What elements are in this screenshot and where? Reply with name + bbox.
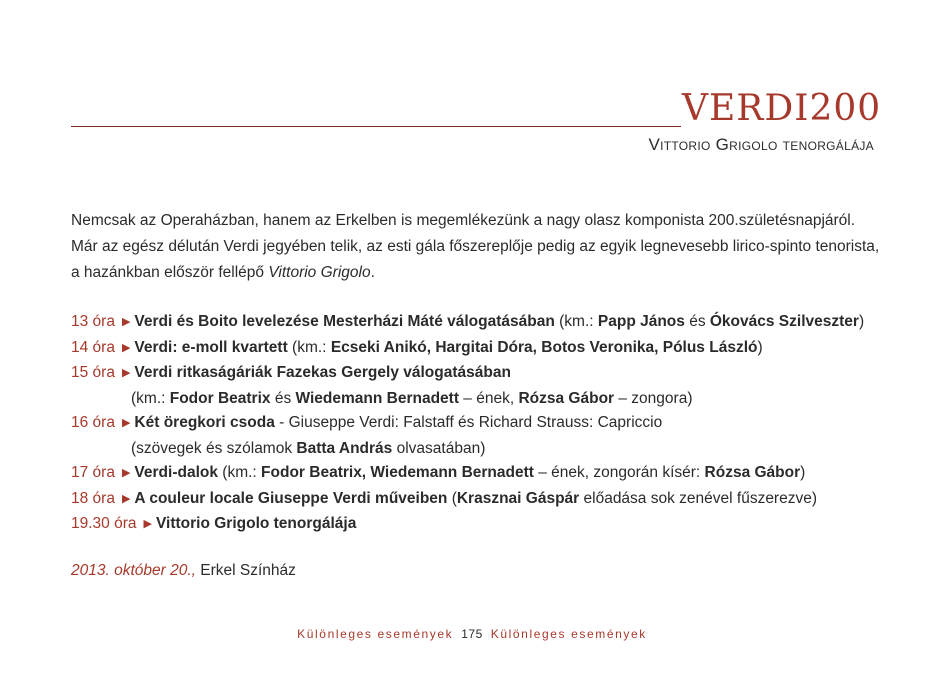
schedule-title: Verdi: e-moll kvartett [134, 338, 288, 356]
intro-line: Már az egész délután Verdi jegyében telik, az esti gála főszereplője pedig az egyik legnevesebb lirico-spinto tenorista, [71, 238, 880, 255]
schedule-item [71, 487, 911, 513]
schedule-text: (km.: [287, 338, 331, 356]
schedule-person: Ókovács Szilveszter [709, 313, 859, 330]
event-venue: Erkel Színház [195, 562, 296, 579]
schedule-title: Két öregkori csoda [134, 414, 275, 431]
page-title: VERDI200 [682, 88, 882, 129]
play-arrow-icon: ▶ [121, 367, 131, 379]
schedule-text: ) [800, 464, 806, 481]
schedule-text: olvasatában) [392, 439, 486, 457]
schedule-text: (km.: [554, 313, 598, 330]
intro-paragraph [71, 208, 891, 286]
schedule-person: Krasznai Gáspár [456, 489, 580, 507]
schedule-item [71, 336, 911, 362]
schedule-time: 13 óra [71, 313, 115, 330]
schedule-text: ) [757, 338, 763, 356]
schedule-person: Ecseki Anikó, Hargitai Dóra, Botos Veronika, Pólus László [330, 338, 758, 356]
schedule-person: Rózsa Gábor [518, 389, 615, 407]
intro-text: . [370, 264, 375, 281]
schedule-person: Wiedemann Bernadett [295, 389, 459, 407]
schedule-title: Verdi ritkaságáriák Fazekas Gergely válogatásában [134, 364, 511, 381]
intro-text: a hazánkban először fellépő [71, 264, 269, 281]
schedule-time: 14 óra [71, 338, 115, 356]
intro-line [71, 260, 891, 286]
schedule-time: 17 óra [71, 464, 115, 481]
schedule-item [71, 361, 911, 387]
schedule-person: Batta András [296, 439, 393, 457]
event-date-venue [71, 562, 296, 580]
page-number: 175 [461, 627, 483, 641]
schedule-time: 15 óra [71, 364, 115, 381]
schedule-person: Fodor Beatrix [169, 389, 271, 407]
event-date: 2013. október 20., [71, 562, 196, 579]
play-arrow-icon: ▶ [121, 467, 131, 479]
play-arrow-icon: ▶ [121, 417, 131, 429]
schedule-title: A couleur locale Giuseppe Verdi műveiben [134, 489, 448, 507]
schedule-title: Verdi és Boito levelezése Mesterházi Máté válogatásában [134, 313, 555, 330]
schedule-continuation [71, 437, 911, 462]
schedule-text: (szövegek és szólamok [131, 439, 297, 457]
play-arrow-icon: ▶ [143, 518, 152, 530]
schedule-list [71, 310, 911, 538]
schedule-time: 16 óra [71, 414, 115, 431]
schedule-time: 18 óra [71, 489, 115, 507]
schedule-text: – ének, zongorán kísér: [533, 464, 705, 481]
schedule-continuation [71, 387, 911, 412]
schedule-person: Fodor Beatrix, Wiedemann Bernadett [261, 464, 534, 481]
schedule-item [71, 512, 911, 538]
play-arrow-icon: ▶ [121, 341, 131, 354]
performer-name: Vittorio Grigolo [268, 264, 371, 281]
schedule-item [71, 411, 911, 437]
intro-line: Nemcsak az Operaházban, hanem az Erkelben is megemlékezünk a nagy olasz komponista 200.születésnapjáról. [71, 212, 856, 229]
footer-section-label: Különleges események [490, 627, 647, 641]
play-arrow-icon: ▶ [121, 492, 131, 505]
schedule-title: Verdi-dalok [134, 464, 218, 481]
page-subtitle: Vittorio Grigolo tenorgálája [648, 135, 874, 154]
schedule-item [71, 461, 911, 487]
schedule-text: ) [858, 313, 865, 330]
schedule-person: Papp János [597, 313, 685, 330]
schedule-text: - Giuseppe Verdi: Falstaff és Richard Strauss: Capriccio [274, 414, 663, 431]
schedule-text: – ének, [459, 389, 519, 407]
schedule-text: (km.: [131, 389, 170, 407]
page-footer [0, 627, 944, 641]
schedule-text: és [270, 389, 296, 407]
schedule-text: és [684, 313, 710, 330]
schedule-text: ( [447, 489, 457, 507]
schedule-text: előadása sok zenével fűszerezve) [579, 489, 818, 507]
schedule-time: 19.30 óra [71, 515, 137, 532]
schedule-text: – zongora) [614, 389, 693, 407]
footer-section-label: Különleges események [297, 627, 454, 641]
schedule-text: (km.: [217, 464, 262, 481]
play-arrow-icon: ▶ [121, 316, 131, 328]
schedule-title: Vittorio Grigolo tenorgálája [155, 515, 357, 532]
schedule-item [71, 310, 911, 336]
schedule-person: Rózsa Gábor [704, 464, 801, 481]
header-rule [71, 126, 681, 127]
